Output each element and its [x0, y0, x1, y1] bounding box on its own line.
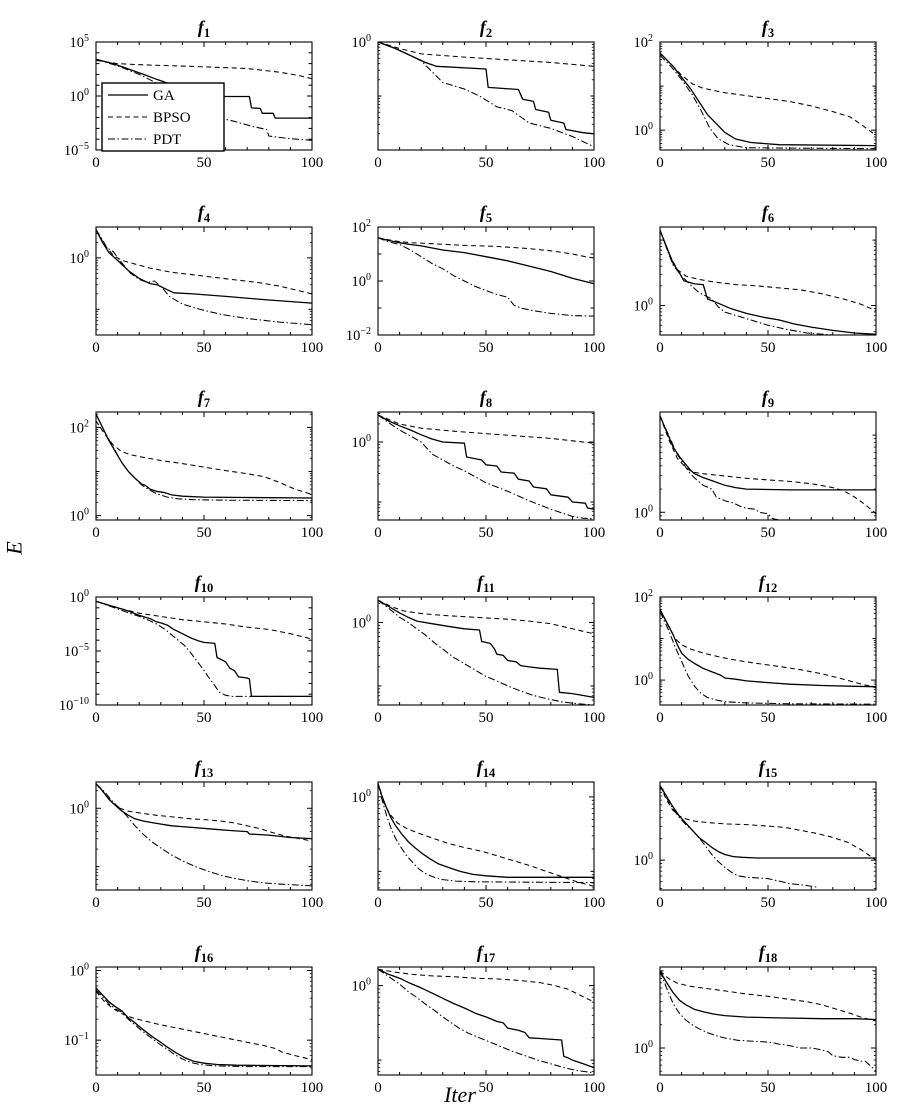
x-tick-label: 50: [196, 340, 212, 356]
subplot-cell-f5: [316, 203, 612, 383]
y-tick-label: $10^0$: [351, 433, 371, 451]
f10-series-PDT: [96, 601, 312, 696]
f6-series-BPSO: [660, 230, 876, 310]
axes: [59, 588, 323, 726]
x-tick-label: 0: [656, 525, 664, 541]
f16-series-PDT: [96, 990, 312, 1067]
x-tick-label: 0: [656, 1080, 664, 1096]
series-group: [660, 786, 876, 888]
y-axis-label: E: [1, 541, 27, 555]
subplot-title: $f_{18}$: [758, 942, 778, 965]
y-tick-label: $10^2$: [633, 588, 653, 606]
f5-series-BPSO: [378, 238, 594, 258]
f8-series-GA: [378, 415, 594, 509]
f17-series-PDT: [378, 969, 594, 1073]
x-tick-label: 100: [582, 155, 606, 171]
x-tick-label: 50: [760, 710, 776, 726]
axes: [352, 33, 606, 171]
y-tick-label: $10^0$: [351, 272, 371, 290]
x-tick-label: 50: [478, 340, 494, 356]
series-group: [96, 601, 312, 696]
subplot-f11: [316, 573, 612, 753]
axes: [634, 227, 888, 356]
subplot-cell-f13: [34, 758, 330, 938]
subplot-title: $f_{13}$: [194, 757, 214, 780]
subplot-cell-f11: [316, 573, 612, 753]
subplot-title: $f_{16}$: [194, 942, 214, 965]
y-tick-label: $10^0$: [633, 1039, 653, 1057]
x-tick-label: 100: [582, 340, 606, 356]
f16-series-GA: [96, 988, 312, 1066]
x-tick-label: 50: [760, 1080, 776, 1096]
f3-series-PDT: [660, 55, 876, 149]
subplot-f18: [598, 943, 894, 1118]
f12-series-GA: [660, 610, 876, 687]
axes: [352, 597, 606, 726]
legend-label-BPSO: BPSO: [153, 110, 191, 126]
axes: [634, 967, 888, 1096]
y-tick-label: $10^0$: [633, 503, 653, 522]
subplot-title: $f_{17}$: [476, 942, 496, 965]
y-tick-label: $10^0$: [69, 87, 89, 105]
x-tick-label: 50: [196, 155, 212, 171]
series-group: [660, 53, 876, 149]
series-group: [378, 600, 594, 705]
x-tick-label: 100: [864, 525, 888, 541]
subplot-cell-f4: [34, 203, 330, 383]
subplot-cell-f14: [316, 758, 612, 938]
x-tick-label: 100: [582, 525, 606, 541]
x-tick-label: 100: [864, 1080, 888, 1096]
y-tick-label: $10^{-10}$: [58, 696, 89, 714]
subplot-cell-f6: [598, 203, 894, 383]
subplot-f15: [598, 758, 894, 938]
subplot-title: $f_7$: [197, 387, 211, 410]
f11-series-BPSO: [378, 600, 594, 634]
subplot-cell-f7: [34, 388, 330, 568]
y-tick-label: $10^0$: [633, 671, 653, 690]
subplot-f5: [316, 203, 612, 383]
f5-series-GA: [378, 238, 594, 284]
x-tick-label: 0: [92, 710, 100, 726]
x-tick-label: 100: [300, 710, 324, 726]
y-tick-label: $10^0$: [633, 851, 653, 870]
x-tick-label: 0: [92, 155, 100, 171]
x-tick-label: 50: [196, 525, 212, 541]
subplot-title: $f_5$: [479, 202, 493, 225]
x-tick-label: 50: [478, 525, 494, 541]
subplot-title: $f_3$: [761, 17, 775, 40]
f4-series-GA: [96, 230, 312, 304]
subplot-f3: [598, 18, 894, 198]
subplot-cell-f10: [34, 573, 330, 753]
subplot-title: $f_{14}$: [476, 757, 496, 780]
f18-series-PDT: [660, 971, 876, 1071]
subplot-title: $f_4$: [197, 202, 211, 225]
y-tick-label: $10^0$: [351, 787, 371, 806]
subplot-title: $f_8$: [479, 387, 493, 410]
series-group: [96, 988, 312, 1067]
x-tick-label: 100: [582, 1080, 606, 1096]
x-tick-label: 0: [656, 155, 664, 171]
subplot-f1: [34, 18, 330, 198]
x-tick-label: 0: [374, 155, 382, 171]
y-tick-label: $10^0$: [351, 976, 371, 995]
subplot-f9: [598, 388, 894, 568]
x-tick-label: 100: [864, 340, 888, 356]
subplot-title: $f_{11}$: [477, 572, 495, 595]
f12-series-BPSO: [660, 610, 876, 688]
series-group: [660, 230, 876, 335]
y-tick-label: $10^0$: [633, 296, 653, 315]
x-tick-label: 100: [582, 895, 606, 911]
f15-series-PDT: [660, 786, 818, 888]
y-tick-label: $10^{-5}$: [63, 642, 89, 660]
axes: [70, 227, 324, 356]
y-tick-label: $10^0$: [69, 506, 89, 525]
subplot-f7: [34, 388, 330, 568]
x-tick-label: 50: [196, 895, 212, 911]
x-tick-label: 100: [864, 155, 888, 171]
f4-series-PDT: [96, 230, 312, 325]
x-tick-label: 0: [656, 895, 664, 911]
axes: [352, 782, 606, 911]
f10-series-BPSO: [96, 601, 312, 639]
f2-series-GA: [378, 42, 594, 134]
f11-series-GA: [378, 600, 594, 697]
axes: [70, 782, 324, 911]
x-tick-label: 0: [656, 710, 664, 726]
x-tick-label: 100: [864, 710, 888, 726]
x-tick-label: 0: [92, 340, 100, 356]
series-group: [378, 238, 594, 316]
x-tick-label: 50: [760, 155, 776, 171]
f5-series-PDT: [378, 238, 594, 316]
x-tick-label: 50: [196, 1080, 212, 1096]
f9-series-PDT: [660, 416, 779, 520]
x-tick-label: 100: [300, 1080, 324, 1096]
subplot-title: $f_6$: [761, 202, 775, 225]
axes: [634, 33, 888, 171]
series-group: [378, 784, 594, 887]
f9-series-BPSO: [660, 416, 876, 514]
subplot-cell-f12: [598, 573, 894, 753]
y-tick-label: $10^0$: [351, 33, 371, 51]
series-group: [96, 230, 312, 325]
subplot-cell-f8: [316, 388, 612, 568]
y-tick-label: $10^{-2}$: [345, 326, 371, 344]
x-tick-label: 0: [374, 1080, 382, 1096]
subplot-f10: [34, 573, 330, 753]
y-tick-label: $10^0$: [69, 799, 89, 818]
subplot-f6: [598, 203, 894, 383]
subplot-f14: [316, 758, 612, 938]
subplot-f16: [34, 943, 330, 1118]
series-group: [96, 784, 312, 886]
x-tick-label: 0: [374, 525, 382, 541]
x-tick-label: 0: [92, 1080, 100, 1096]
f16-series-BPSO: [96, 991, 312, 1059]
f15-series-GA: [660, 786, 876, 858]
series-group: [378, 42, 594, 147]
series-group: [660, 610, 876, 705]
subplot-cell-f9: [598, 388, 894, 568]
subplot-f4: [34, 203, 330, 383]
y-tick-label: $10^0$: [69, 961, 89, 980]
subplot-cell-f3: [598, 18, 894, 198]
x-tick-label: 100: [864, 895, 888, 911]
x-tick-label: 100: [300, 895, 324, 911]
f15-series-BPSO: [660, 786, 876, 861]
x-tick-label: 50: [196, 710, 212, 726]
subplot-title: $f_9$: [761, 387, 775, 410]
f17-series-BPSO: [378, 969, 594, 1002]
series-group: [96, 414, 312, 500]
subplot-cell-f1: [34, 18, 330, 198]
subplot-title: $f_1$: [197, 17, 211, 40]
legend-label-PDT: PDT: [153, 132, 182, 148]
subplot-f2: [316, 18, 612, 198]
y-tick-label: $10^5$: [69, 33, 89, 51]
f4-series-BPSO: [96, 230, 312, 294]
subplot-cell-f16: [34, 943, 330, 1118]
x-tick-label: 50: [478, 155, 494, 171]
y-tick-label: $10^{-1}$: [63, 1031, 89, 1050]
subplot-title: $f_{10}$: [194, 572, 214, 595]
f7-series-PDT: [96, 414, 312, 500]
legend-label-GA: GA: [153, 88, 175, 104]
x-tick-label: 100: [300, 155, 324, 171]
x-tick-label: 50: [478, 710, 494, 726]
y-tick-label: $10^0$: [351, 613, 371, 632]
x-tick-label: 0: [656, 340, 664, 356]
axes: [64, 961, 323, 1096]
axes: [634, 588, 888, 726]
f7-series-BPSO: [96, 421, 312, 495]
x-tick-label: 50: [760, 525, 776, 541]
subplot-f8: [316, 388, 612, 568]
subplot-f13: [34, 758, 330, 938]
subplot-cell-f18: [598, 943, 894, 1118]
axes: [70, 412, 324, 541]
f14-series-BPSO: [378, 784, 594, 887]
subplot-title: $f_{15}$: [758, 757, 778, 780]
x-tick-label: 0: [374, 340, 382, 356]
subplot-f12: [598, 573, 894, 753]
x-tick-label: 0: [92, 525, 100, 541]
subplot-cell-f15: [598, 758, 894, 938]
f12-series-PDT: [660, 612, 876, 705]
f18-series-BPSO: [660, 971, 876, 1021]
subplot-cell-f2: [316, 18, 612, 198]
f9-series-GA: [660, 416, 876, 490]
subplot-f17: [316, 943, 612, 1118]
f2-series-PDT: [378, 42, 594, 147]
f11-series-PDT: [378, 600, 594, 705]
axes: [634, 782, 888, 911]
f8-series-BPSO: [378, 415, 594, 443]
series-group: [660, 971, 876, 1071]
x-tick-label: 100: [582, 710, 606, 726]
y-tick-label: $10^{-5}$: [63, 141, 89, 159]
legend: [102, 83, 224, 151]
x-tick-label: 50: [478, 1080, 494, 1096]
x-axis-label: Iter: [444, 1082, 476, 1107]
x-tick-label: 50: [760, 340, 776, 356]
subplot-title: $f_2$: [479, 17, 493, 40]
x-tick-label: 50: [760, 895, 776, 911]
y-tick-label: $10^0$: [69, 248, 89, 267]
axes: [352, 967, 606, 1096]
x-tick-label: 0: [92, 895, 100, 911]
f13-series-BPSO: [96, 784, 312, 841]
y-tick-label: $10^0$: [633, 121, 653, 140]
y-tick-label: $10^2$: [69, 418, 89, 437]
y-tick-label: $10^0$: [69, 588, 89, 606]
f18-series-GA: [660, 971, 876, 1020]
f6-series-GA: [660, 230, 876, 334]
f10-series-GA: [96, 601, 312, 696]
series-group: [378, 415, 594, 519]
x-tick-label: 0: [374, 895, 382, 911]
f17-series-GA: [378, 969, 594, 1067]
f7-series-GA: [96, 414, 312, 498]
axes: [634, 412, 888, 541]
series-group: [660, 416, 876, 520]
x-tick-label: 50: [478, 895, 494, 911]
f3-series-GA: [660, 53, 876, 146]
subplot-title: $f_{12}$: [758, 572, 778, 595]
x-tick-label: 100: [300, 340, 324, 356]
f14-series-PDT: [378, 784, 594, 883]
x-tick-label: 0: [374, 710, 382, 726]
y-tick-label: $10^2$: [351, 218, 371, 236]
subplot-cell-f17: [316, 943, 612, 1118]
axes: [352, 412, 606, 541]
series-group: [378, 969, 594, 1073]
y-tick-label: $10^2$: [633, 33, 653, 51]
x-tick-label: 100: [300, 525, 324, 541]
